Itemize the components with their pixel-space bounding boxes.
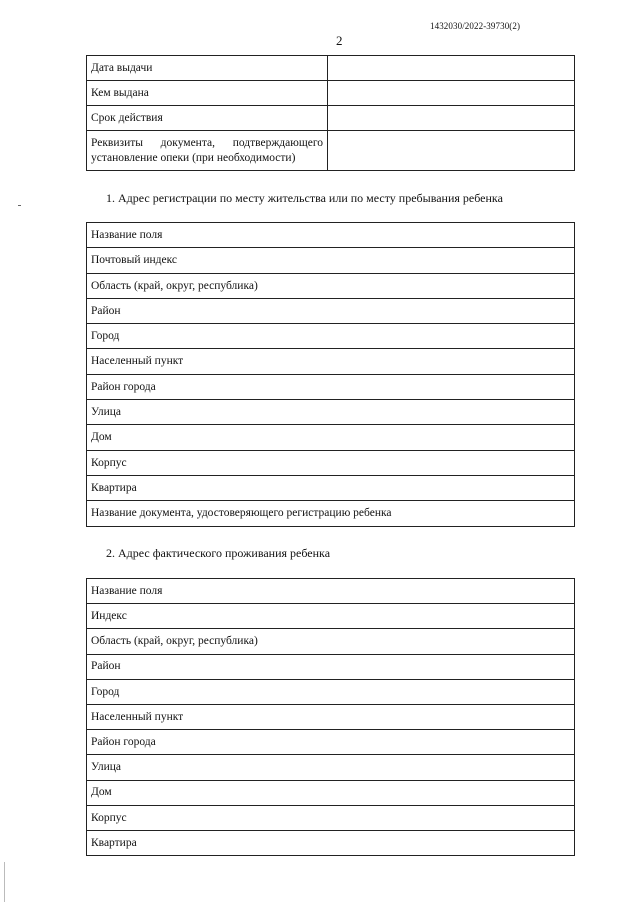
registration-address-table	[86, 222, 575, 527]
scan-edge-mark	[4, 862, 5, 902]
table-row	[87, 604, 575, 629]
field-label: Улица	[87, 755, 575, 780]
field-label: Дом	[87, 780, 575, 805]
registration-section-title: 1. Адрес регистрации по месту жительства или по месту пребывания ребенка	[106, 191, 503, 205]
table-row	[87, 501, 575, 526]
document-id: 1432030/2022-39730(2)	[430, 21, 521, 31]
field-label: Кем выдана	[87, 81, 328, 106]
field-label: Город	[87, 324, 575, 349]
table-row	[87, 780, 575, 805]
field-label: Область (край, округ, республика)	[87, 273, 575, 298]
table-row	[87, 273, 575, 298]
field-label: Квартира	[87, 830, 575, 855]
field-label: Район	[87, 298, 575, 323]
table-row	[87, 81, 575, 106]
table-row	[87, 679, 575, 704]
actual-address-section-title: 2. Адрес фактического проживания ребенка	[106, 546, 331, 560]
table-row	[87, 755, 575, 780]
table-row	[87, 425, 575, 450]
table-row	[87, 248, 575, 273]
table-row	[87, 324, 575, 349]
page-number: 2	[336, 33, 343, 48]
scan-mark	[18, 205, 21, 206]
field-label: Корпус	[87, 805, 575, 830]
field-label: Почтовый индекс	[87, 248, 575, 273]
field-label: Название поля	[87, 579, 575, 604]
table-row	[87, 475, 575, 500]
table-row	[87, 106, 575, 131]
table-row	[87, 654, 575, 679]
table-row	[87, 450, 575, 475]
field-label: Район	[87, 654, 575, 679]
field-label: Дом	[87, 425, 575, 450]
table-row	[87, 374, 575, 399]
table-row	[87, 400, 575, 425]
field-value[interactable]	[328, 81, 575, 106]
table-row	[87, 56, 575, 81]
field-value[interactable]	[328, 56, 575, 81]
field-value[interactable]	[328, 106, 575, 131]
field-label: Город	[87, 679, 575, 704]
field-label: Реквизиты документа, подтверждающего установление опеки (при необходимости)	[87, 131, 328, 171]
field-label: Корпус	[87, 450, 575, 475]
field-label: Срок действия	[87, 106, 328, 131]
table-row	[87, 131, 575, 171]
table-row	[87, 629, 575, 654]
table-row	[87, 704, 575, 729]
field-label: Район города	[87, 374, 575, 399]
field-label: Населенный пункт	[87, 704, 575, 729]
table-row	[87, 579, 575, 604]
table-row	[87, 830, 575, 855]
field-label: Квартира	[87, 475, 575, 500]
table-row	[87, 298, 575, 323]
table-row	[87, 223, 575, 248]
field-label: Улица	[87, 400, 575, 425]
actual-address-table	[86, 578, 575, 856]
table-row	[87, 805, 575, 830]
field-label: Населенный пункт	[87, 349, 575, 374]
field-label: Дата выдачи	[87, 56, 328, 81]
document-details-table	[86, 55, 575, 171]
field-label: Индекс	[87, 604, 575, 629]
table-row	[87, 349, 575, 374]
field-label: Район города	[87, 730, 575, 755]
field-label: Область (край, округ, республика)	[87, 629, 575, 654]
field-label: Название поля	[87, 223, 575, 248]
field-label: Название документа, удостоверяющего регистрацию ребенка	[87, 501, 575, 526]
field-value[interactable]	[328, 131, 575, 171]
table-row	[87, 730, 575, 755]
